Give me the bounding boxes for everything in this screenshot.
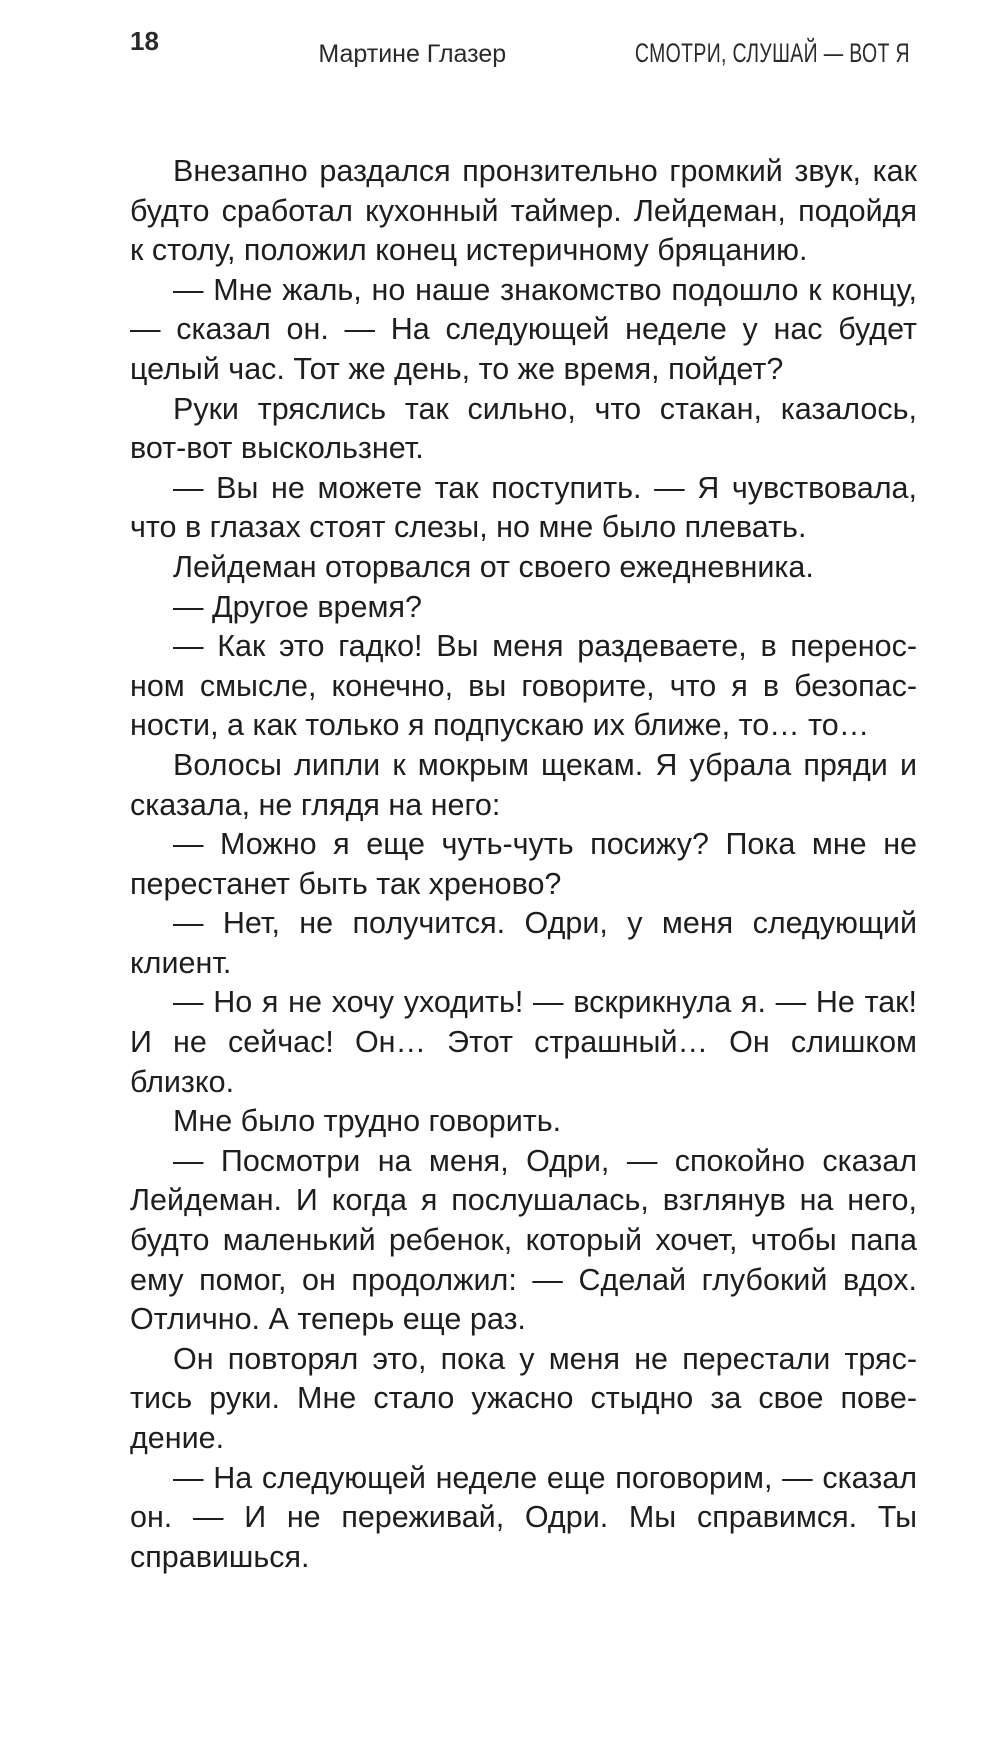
paragraph: — Нет, не получится. Одри, у меня следующий клиент. xyxy=(130,906,917,980)
paragraph: Мне было трудно говорить. xyxy=(173,1104,562,1139)
paragraph: — Можно я еще чуть-чуть посижу? Пока мне не перестанет быть так хреново? xyxy=(130,827,917,901)
running-head xyxy=(318,38,910,69)
body-text xyxy=(130,152,917,1577)
running-header xyxy=(130,26,910,78)
book-title: СМОТРИ, СЛУШАЙ — ВОТ Я xyxy=(635,38,910,68)
author-name: Мартине Глазер xyxy=(318,40,507,68)
paragraph: — Но я не хочу уходить! — вскрикнула я. — Не так! И не сейчас! Он… Этот страшный… Он слишком близко. xyxy=(130,985,917,1099)
paragraph: Волосы липли к мокрым щекам. Я убрала пряди и сказала, не глядя на него: xyxy=(130,747,917,822)
paragraph: Лейдеман оторвался от своего ежедневника. xyxy=(173,549,814,584)
paragraph: Он повторял это, пока у меня не перестали трястись руки. Мне стало ужасно стыдно за свое поведение. xyxy=(130,1341,917,1455)
paragraph: — Другое время? xyxy=(173,589,422,624)
paragraph: — Посмотри на меня, Одри, — спокойно сказал Лейдеман. И когда я послушалась, взглянув на него, будто маленький ребенок, который хочет, чтобы папа ему помог, он продолжил: — Сделай глубокий вдох. Отлично. А теперь еще раз. xyxy=(130,1143,917,1337)
paragraph: Руки тряслись так сильно, что стакан, казалось, вот-вот выскользнет. xyxy=(130,391,917,466)
paragraph: — Вы не можете так поступить. — Я чувствовала, что в глазах стоят слезы, но мне было плевать. xyxy=(130,470,917,545)
page-number: 18 xyxy=(130,26,159,56)
paragraph: — Мне жаль, но наше знакомство подошло к концу, — сказал он. — На следующей неделе у нас будет целый час. Тот же день, то же время, пойдет? xyxy=(130,272,917,386)
paragraph: — На следующей неделе еще поговорим, — сказал он. — И не переживай, Одри. Мы справимся. Ты справишься. xyxy=(130,1460,917,1574)
paragraph: Внезапно раздался пронзительно громкий звук, как будто сработал кухонный таймер. Лейдеман, подойдя к столу, положил конец истеричному бряцанию. xyxy=(130,154,917,268)
paragraph: — Как это гадко! Вы меня раздеваете, в переносном смысле, конечно, вы говорите, что я в безопасности, а как только я подпускаю их ближе, то… то… xyxy=(130,629,917,743)
